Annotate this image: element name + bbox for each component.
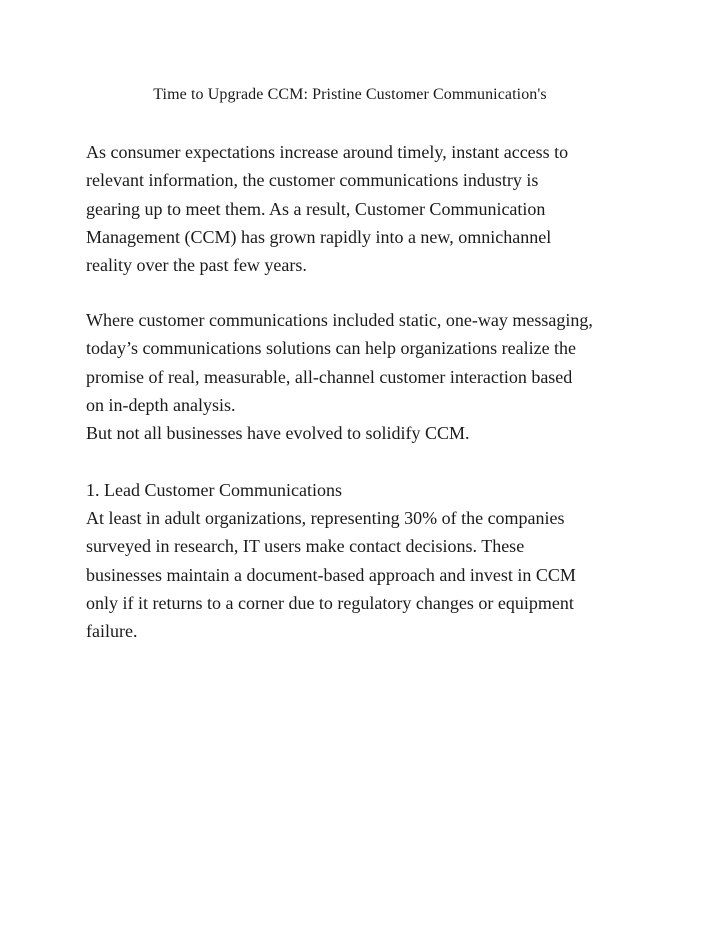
- paragraph-line: At least in adult organizations, representing 30% of the companies: [86, 508, 565, 528]
- paragraph-line: reality over the past few years.: [86, 255, 307, 276]
- paragraph-context: [86, 306, 656, 447]
- paragraph-line: But not all businesses have evolved to solidify CCM.: [86, 423, 470, 444]
- paragraph-line: failure.: [86, 621, 138, 642]
- paragraph-line: promise of real, measurable, all-channel customer interaction based: [86, 366, 573, 387]
- section-heading: 1. Lead Customer Communications: [86, 480, 342, 500]
- paragraph-section1: [86, 504, 656, 645]
- paragraph-line: today’s communications solutions can help organizations realize the: [86, 338, 577, 359]
- paragraph-intro: [86, 138, 656, 279]
- paragraph-line: gearing up to meet them. As a result, Customer Communication: [86, 198, 546, 219]
- paragraph-line: As consumer expectations increase around timely, instant access to: [86, 142, 569, 162]
- paragraph-line: surveyed in research, IT users make contact decisions. These: [86, 536, 525, 557]
- paragraph-line: on in-depth analysis.: [86, 394, 236, 415]
- paragraph-line: only if it returns to a corner due to regulatory changes or equipment: [86, 592, 574, 613]
- paragraph-line: relevant information, the customer communications industry is: [86, 170, 539, 191]
- paragraph-line: Where customer communications included static, one-way messaging,: [86, 310, 593, 330]
- paragraph-line: Management (CCM) has grown rapidly into a new, omnichannel: [86, 226, 552, 247]
- document-title: Time to Upgrade CCM: Pristine Customer Communication's: [153, 86, 547, 103]
- paragraph-line: businesses maintain a document-based approach and invest in CCM: [86, 564, 576, 585]
